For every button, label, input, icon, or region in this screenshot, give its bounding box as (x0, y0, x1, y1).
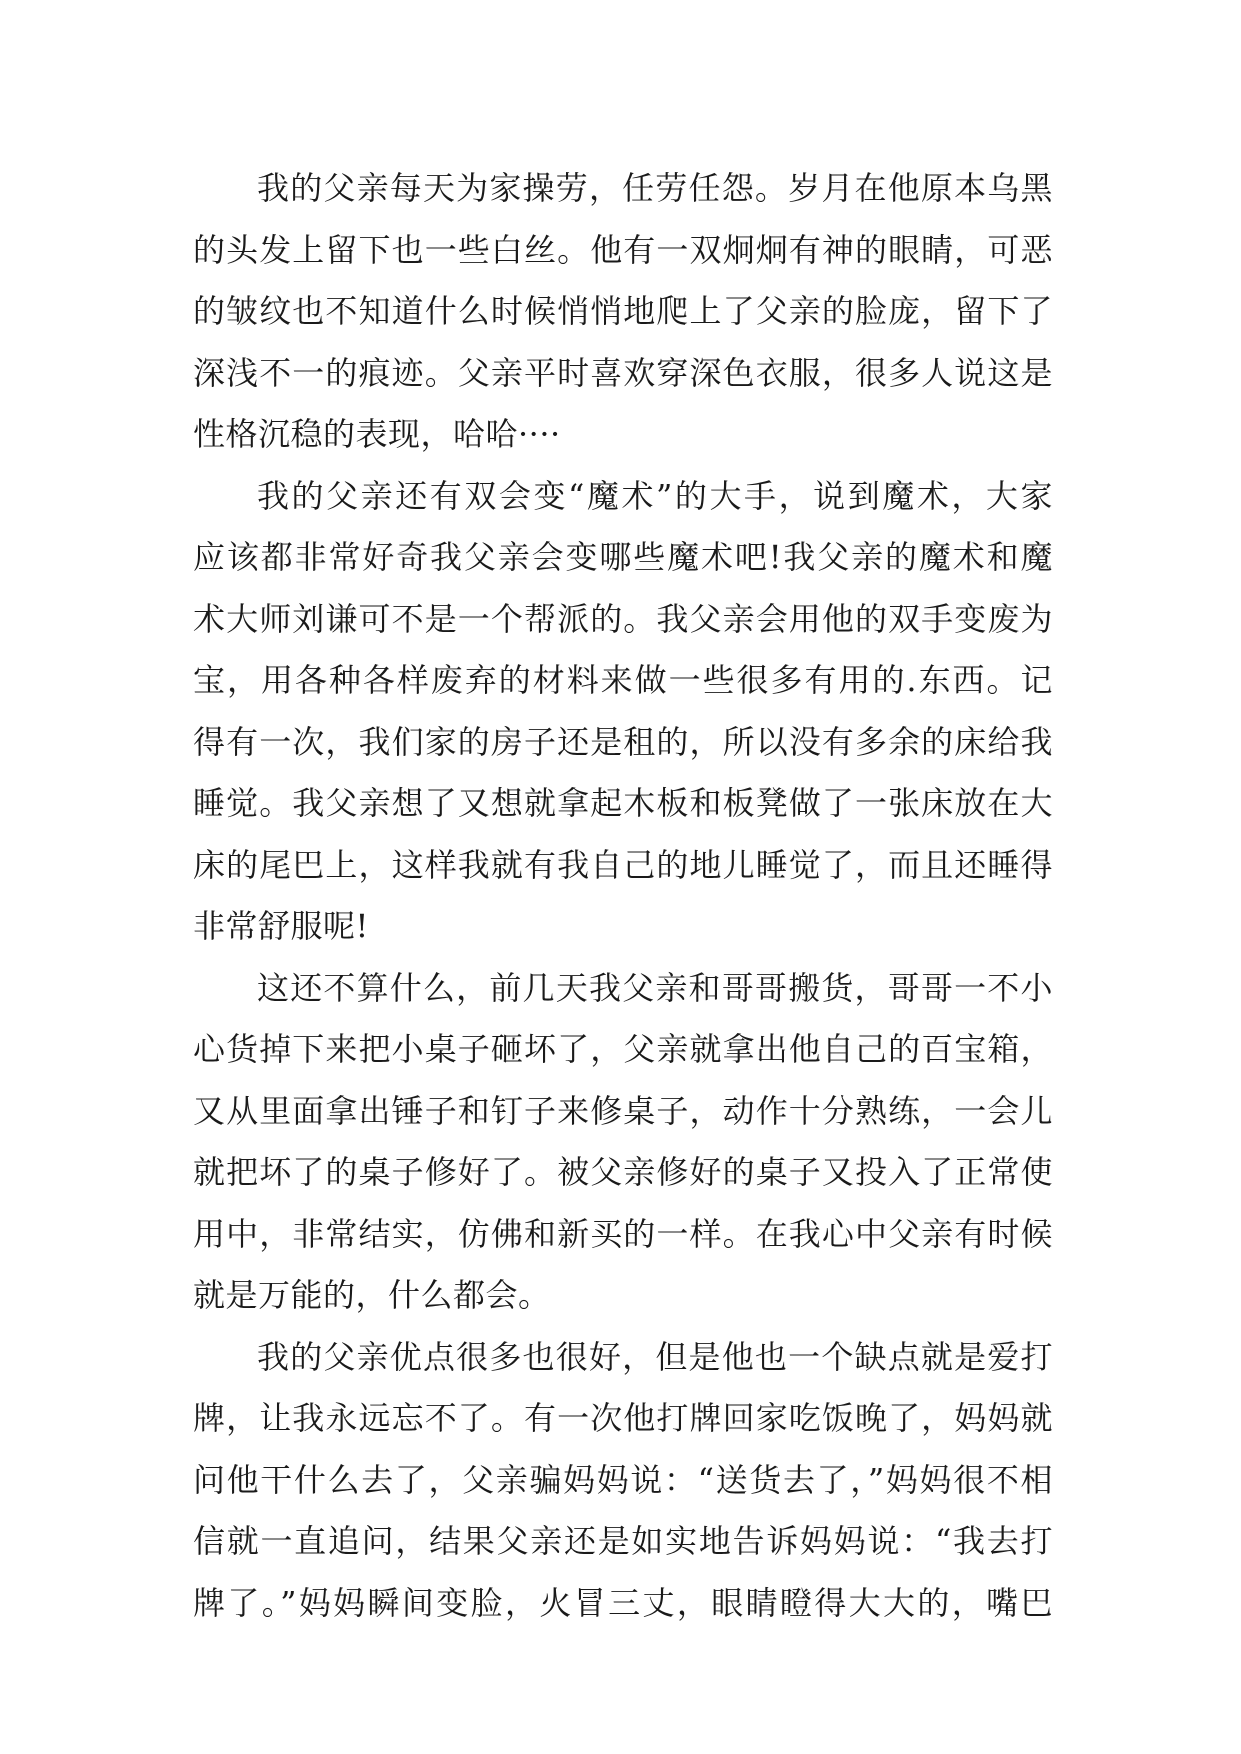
text-line: 我的父亲每天为家操劳，任劳任怨。岁月在他原本乌黑 (257, 169, 1053, 207)
text-line: 性格沉稳的表现，哈哈···· (193, 415, 561, 453)
text-line: 就是万能的，什么都会。 (193, 1276, 551, 1314)
text-line: 睡觉。我父亲想了又想就拿起木板和板凳做了一张床放在大 (193, 784, 1053, 822)
text-line: 我的父亲优点很多也很好，但是他也一个缺点就是爱打 (257, 1337, 1053, 1376)
text-line: 这还不算什么，前几天我父亲和哥哥搬货，哥哥一不小 (257, 968, 1053, 1007)
paragraph-1 (193, 158, 1053, 466)
text-line: 的头发上留下也一些白丝。他有一双炯炯有神的眼睛，可恶 (193, 230, 1053, 269)
text-line: 牌了。”妈妈瞬间变脸，火冒三丈，眼睛瞪得大大的，嘴巴 (193, 1583, 1053, 1622)
text-line: 牌，让我永远忘不了。有一次他打牌回家吃饭晚了，妈妈就 (193, 1399, 1053, 1437)
text-line: 得有一次，我们家的房子还是租的，所以没有多余的床给我 (193, 722, 1053, 761)
text-line: 床的尾巴上，这样我就有我自己的地儿睡觉了，而且还睡得 (193, 845, 1053, 884)
text-line: 术大师刘谦可不是一个帮派的。我父亲会用他的双手变废为 (193, 599, 1053, 638)
text-line: 用中，非常结实，仿佛和新买的一样。在我心中父亲有时候 (193, 1214, 1053, 1253)
text-line: 就把坏了的桌子修好了。被父亲修好的桌子又投入了正常使 (193, 1153, 1053, 1191)
paragraph-2 (193, 466, 1053, 958)
text-line: 宝，用各种各样废弃的材料来做一些很多有用的.东西。记 (193, 661, 1053, 699)
text-line: 问他干什么去了，父亲骗妈妈说：“送货去了，”妈妈很不相 (193, 1460, 1053, 1499)
text-line: 的皱纹也不知道什么时候悄悄地爬上了父亲的脸庞，留下了 (193, 292, 1053, 330)
text-line: 非常舒服呢! (193, 907, 369, 945)
paragraph-4 (193, 1327, 1053, 1635)
paragraph-3 (193, 958, 1053, 1327)
body-text (193, 158, 1053, 1634)
text-line: 又从里面拿出锤子和钉子来修桌子，动作十分熟练，一会儿 (193, 1091, 1053, 1130)
text-line: 深浅不一的痕迹。父亲平时喜欢穿深色衣服，很多人说这是 (193, 353, 1053, 392)
text-line: 我的父亲还有双会变“魔术”的大手，说到魔术，大家 (257, 476, 1053, 515)
text-line: 应该都非常好奇我父亲会变哪些魔术吧!我父亲的魔术和魔 (193, 538, 1053, 576)
text-line: 信就一直追问，结果父亲还是如实地告诉妈妈说：“我去打 (193, 1522, 1053, 1560)
text-line: 心货掉下来把小桌子砸坏了，父亲就拿出他自己的百宝箱， (193, 1030, 1053, 1068)
